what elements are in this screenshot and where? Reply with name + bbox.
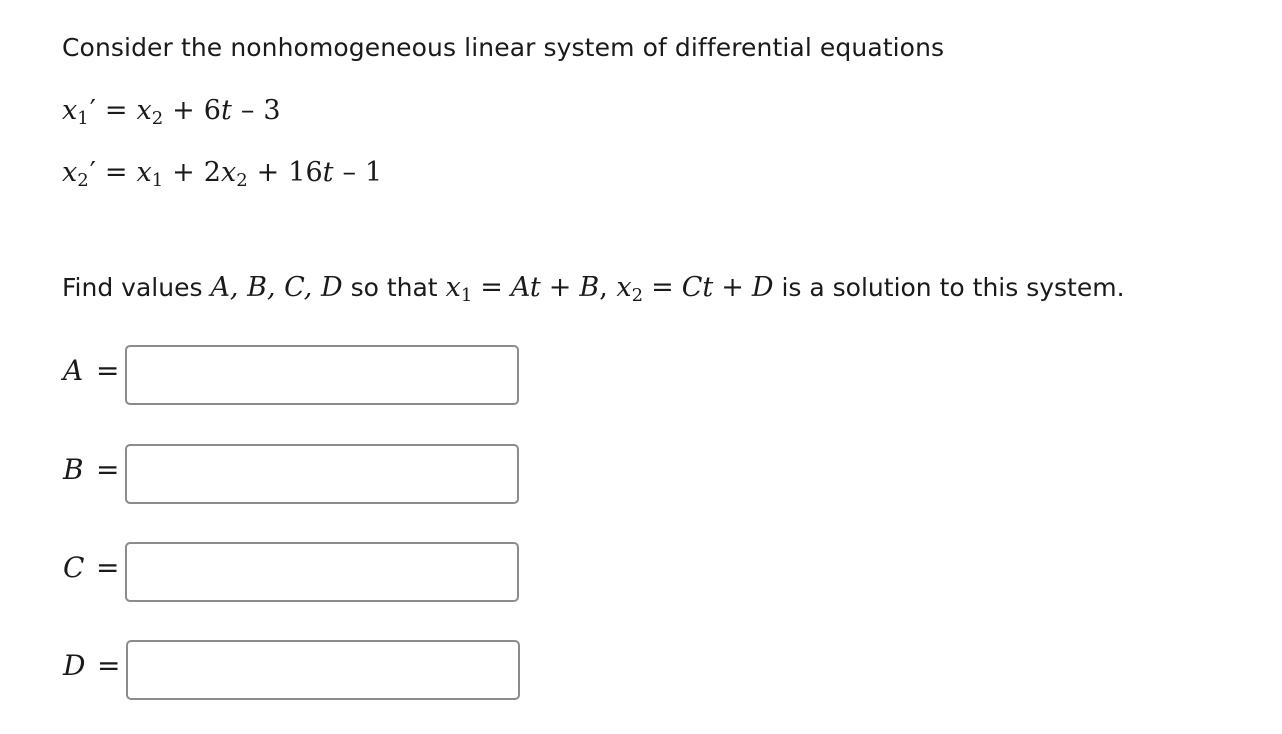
answer-c-input[interactable]	[125, 542, 519, 602]
eq2-term-x1: x	[136, 157, 152, 188]
find-vars: A, B, C, D	[210, 272, 343, 303]
equation-2	[62, 157, 383, 191]
eq1-const: 3	[263, 95, 281, 126]
eq1-equals: =	[104, 95, 128, 126]
equation-1	[62, 95, 281, 129]
eq2-const: 1	[364, 157, 383, 188]
eq1-term-x: x	[136, 95, 152, 126]
answer-a-label: A	[63, 354, 84, 387]
answer-c-equals: =	[96, 551, 120, 584]
eq2-term-x2-sub: 2	[236, 170, 248, 191]
find-prefix: Find values	[62, 273, 203, 302]
eq1-op-plus: +	[172, 95, 195, 126]
eq2-term-t: t	[322, 157, 334, 188]
answer-b-label: B	[63, 453, 84, 486]
answer-d-label: D	[63, 649, 86, 682]
eq2-lhs-sub: 2	[77, 170, 89, 191]
eq2-op-plus-1: +	[172, 157, 195, 188]
eq2-term-x2: x	[220, 157, 237, 188]
eq1-lhs-sub: 1	[77, 108, 89, 129]
answer-c-label: C	[63, 551, 85, 584]
answer-b-equals: =	[96, 453, 120, 486]
eq1-term-t: t	[220, 95, 232, 126]
eq2-prime: ′	[89, 157, 96, 188]
answer-a-input[interactable]	[125, 345, 519, 405]
answer-d-input[interactable]	[126, 640, 520, 700]
eq2-op-plus-2: +	[256, 157, 280, 188]
eq2-term-x1-sub: 1	[151, 170, 164, 191]
eq1-coef: 6	[203, 95, 221, 126]
eq1-lhs-var: x	[62, 95, 78, 126]
answer-b-input[interactable]	[125, 444, 519, 504]
eq2-op-minus: –	[342, 157, 356, 188]
eq1-op-minus: –	[240, 95, 255, 126]
eq1-prime: ′	[89, 95, 96, 126]
find-middle: so that	[350, 273, 438, 302]
answer-d-equals: =	[97, 649, 121, 682]
eq2-equals: =	[104, 157, 128, 188]
problem-intro: Consider the nonhomogeneous linear system of differential equations	[62, 33, 945, 62]
eq1-term-x-sub: 2	[151, 108, 164, 129]
eq2-coef-2: 16	[288, 157, 323, 188]
find-suffix: is a solution to this system.	[781, 273, 1125, 302]
find-statement	[62, 272, 1125, 306]
eq2-coef-1: 2	[203, 157, 221, 188]
answer-a-equals: =	[96, 354, 120, 387]
find-solution-form: $x_1 = At + B$, $x_2 = Ct + D$	[445, 272, 774, 306]
eq2-lhs-var: x	[62, 157, 78, 188]
